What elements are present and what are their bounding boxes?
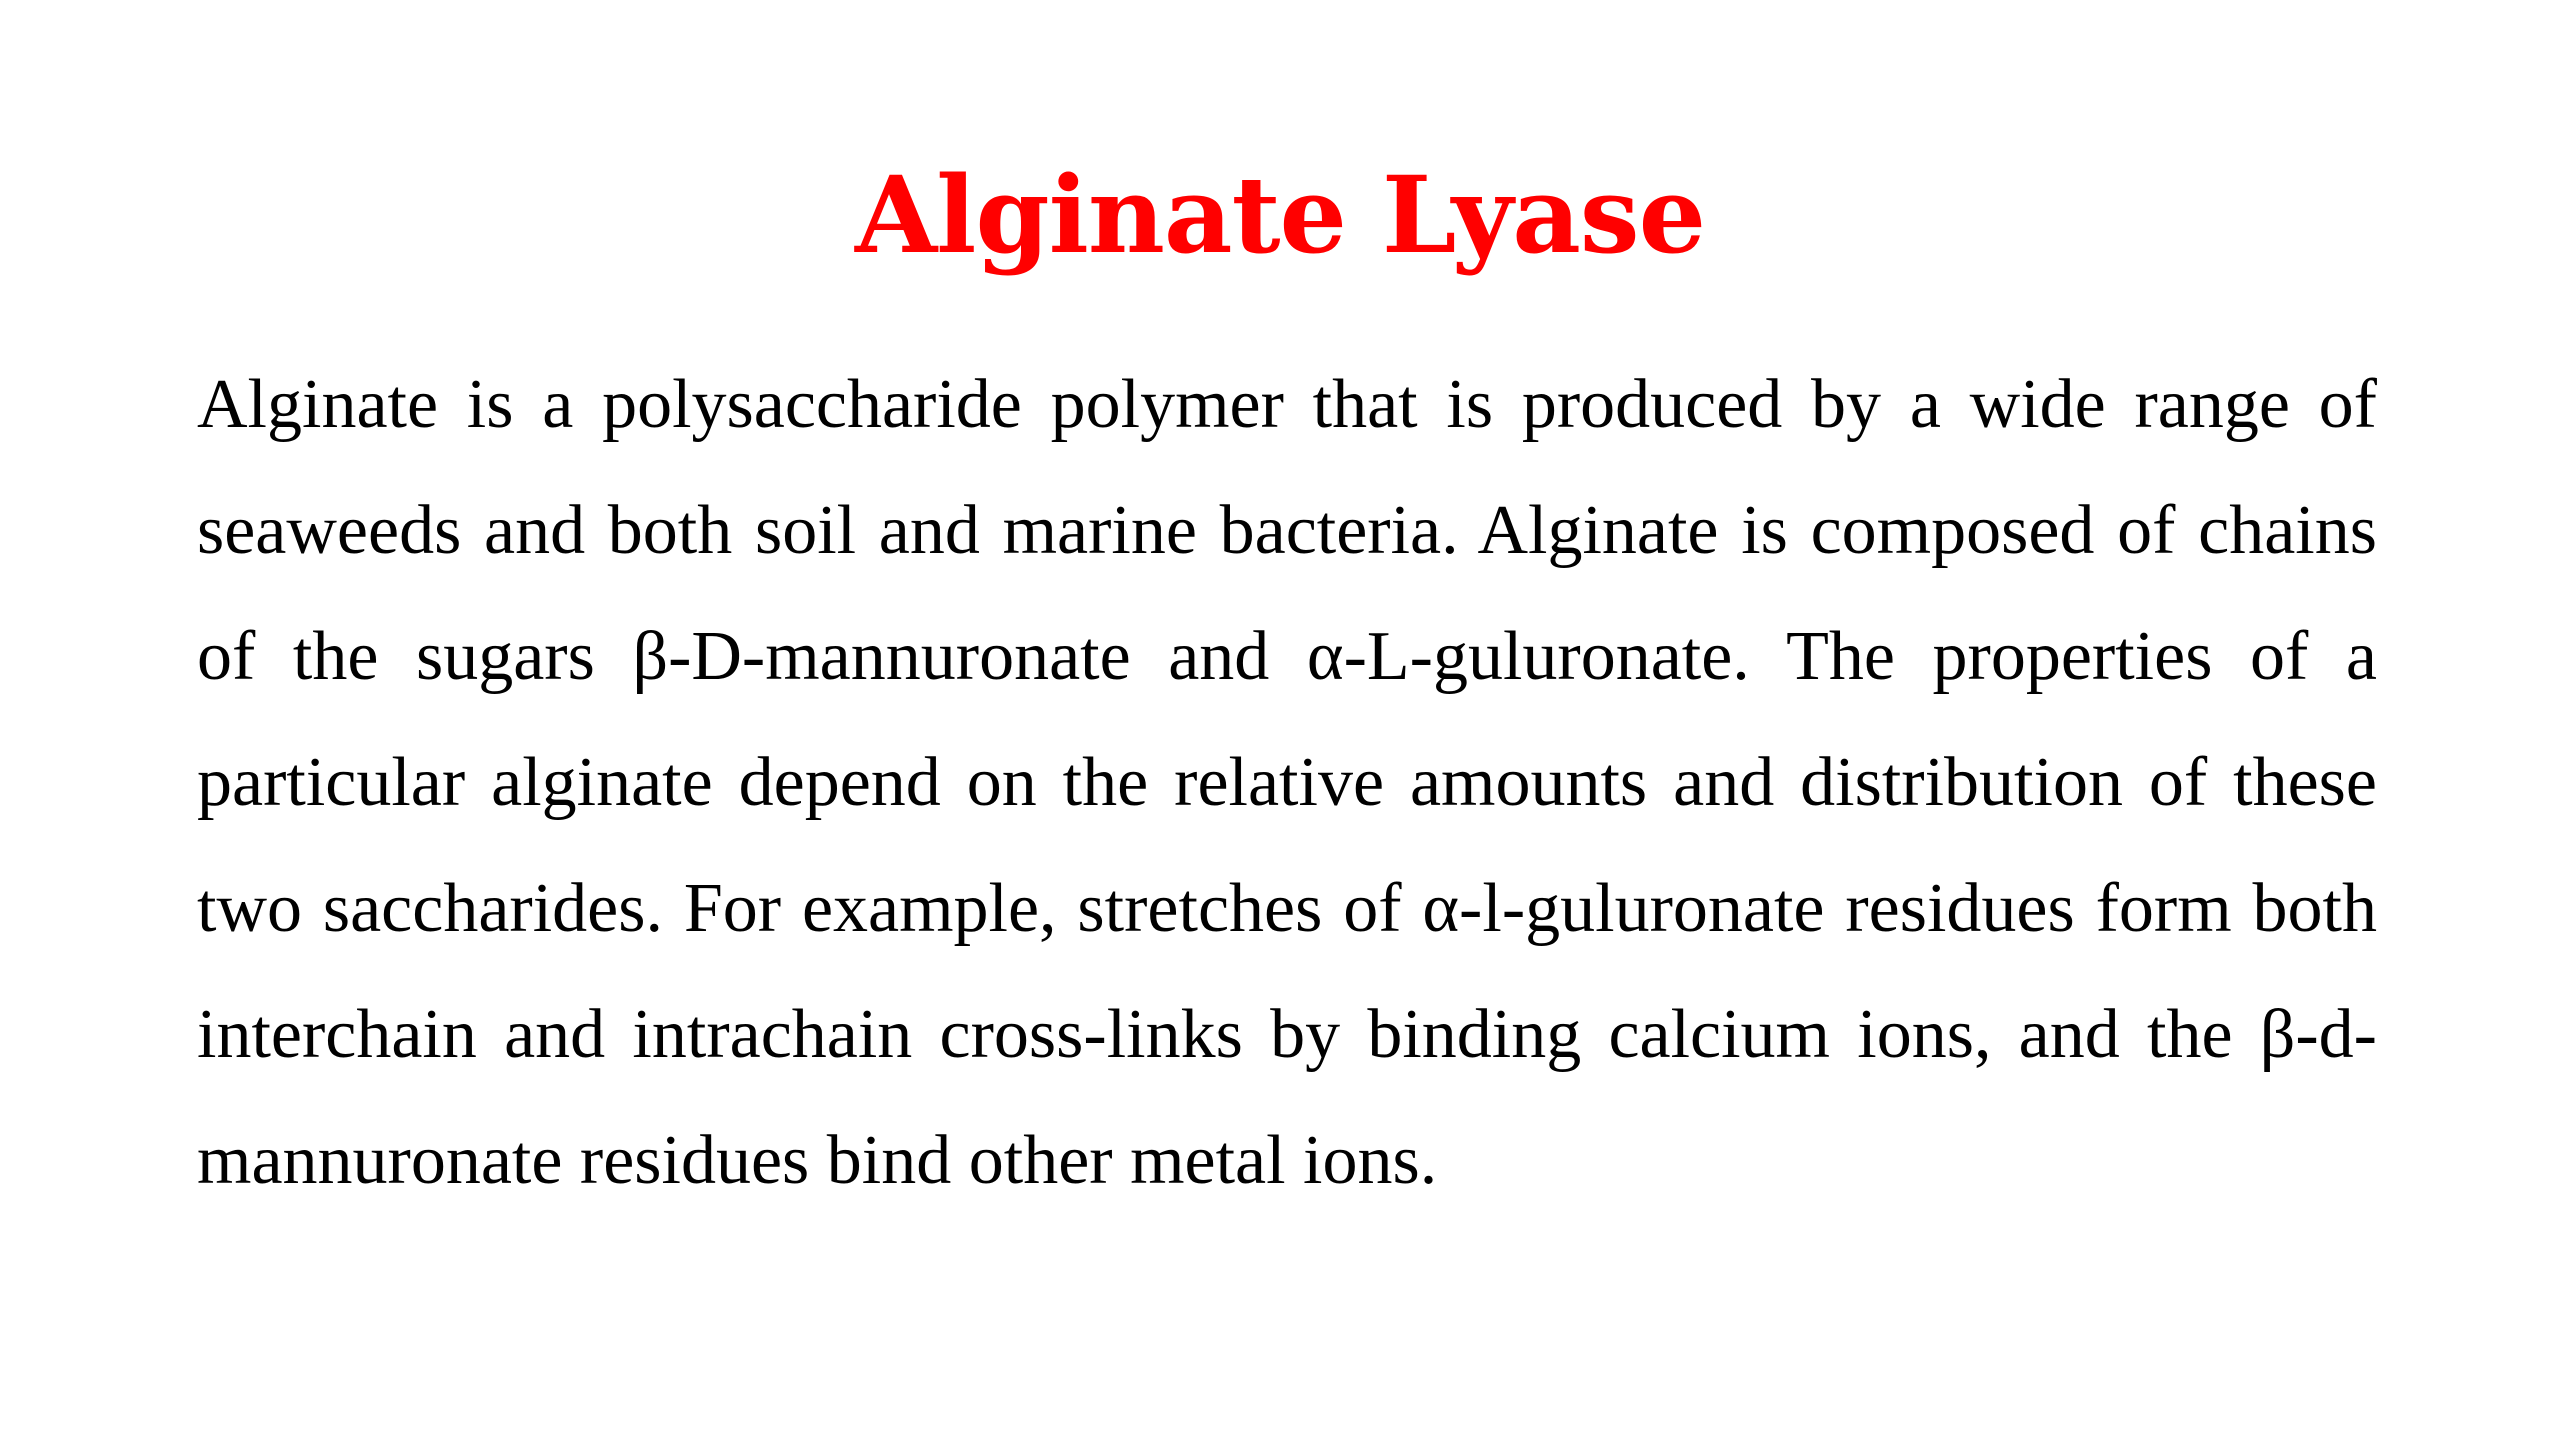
slide-title: Alginate Lyase — [854, 152, 1706, 277]
slide-paragraph: Alginate is a polysaccharide polymer that is produced by a wide range of seaweeds and both soil and marine bacteria. Alginate is composed of chains of the sugars β-D-mannuronate and α-L-guluronate. The properties of a particular alginate depend on the relative amounts and distribution of these two saccharides. For example, stretches of α-l-guluronate residues form both interchain and intrachain cross-links by binding calcium ions, and the β-d-mannuronate residues bind other metal ions. — [197, 366, 2377, 1199]
